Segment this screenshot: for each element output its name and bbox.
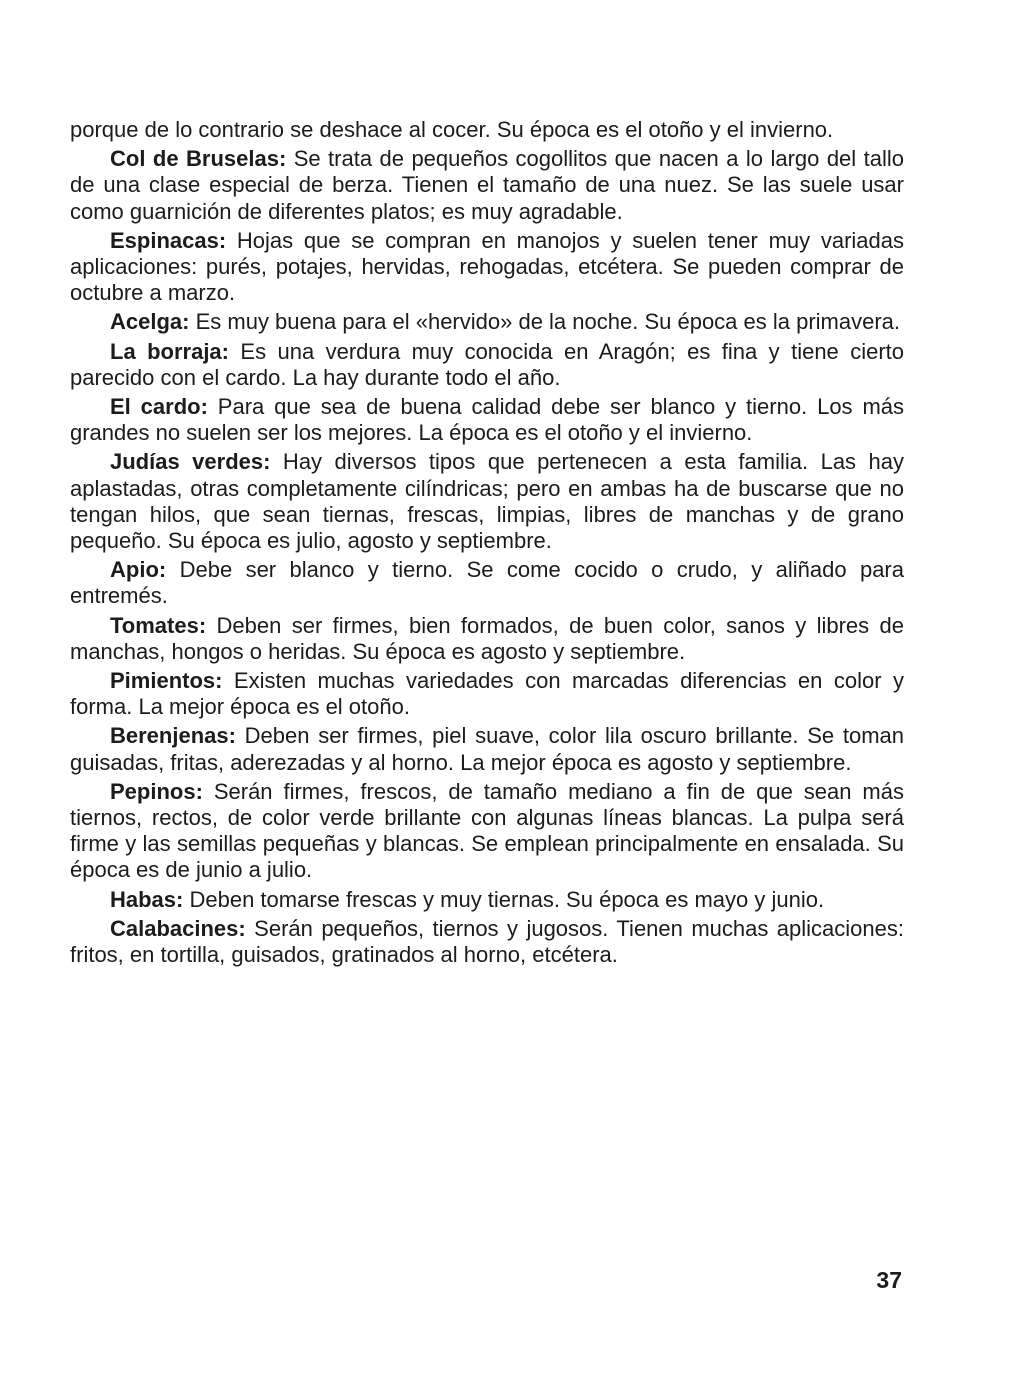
page-body [70,117,904,971]
entry-term: Calabacines: [110,915,246,941]
entry-text: Serán pequeños, tiernos y jugosos. Tienen muchas aplicaciones: fritos, en tortilla, guisados, gratinados al horno, etcétera. [70,915,904,968]
intro-paragraph: porque de lo contrario se deshace al cocer. Su época es el otoño y el invierno. [70,117,834,142]
entry-term: Habas: [110,886,184,912]
entry-text: Deben ser firmes, piel suave, color lila oscuro brillante. Se toman guisadas, fritas, aderezadas y al horno. La mejor época es agosto y septiembre. [70,723,904,775]
entry-text: Deben tomarse frescas y muy tiernas. Su época es mayo y junio. [183,886,825,912]
entry-term: Judías verdes: [110,449,271,475]
entry-term: Col de Bruselas: [110,146,287,172]
entry-term: La borraja: [110,338,229,364]
entry-term: Apio: [110,557,167,583]
entry-calabacines [70,916,904,968]
entry-tomates [70,613,904,665]
entry-acelga [70,309,904,335]
entry-text: Hay diversos tipos que pertenecen a esta familia. Las hay aplastadas, otras completamente cilíndricas; pero en ambas ha de buscarse que no tengan hilos, que sean tiernas, frescas, limpias, libres de manchas y de grano pequeño. Su época es julio, agosto y septiembre. [70,449,905,554]
entry-text: Serán firmes, frescos, de tamaño mediano a fin de que sean más tiernos, rectos, de color verde brillante con algunas líneas blancas. La pulpa será firme y las semillas pequeñas y blancas. Se emplean principalmente en ensalada. Su época es de junio a julio. [70,778,904,883]
entry-text: Hojas que se compran en manojos y suelen tener muy variadas aplicaciones: purés, potajes, hervidas, rehogadas, etcétera. Se pueden comprar de octubre a marzo. [70,227,904,306]
entry-borraja [70,339,904,391]
entry-term: Berenjenas: [110,723,236,749]
entry-term: Tomates: [110,612,207,638]
entry-text: Es una verdura muy conocida en Aragón; es fina y tiene cierto parecido con el cardo. La hay durante todo el año. [70,338,905,390]
entry-text: Es muy buena para el «hervido» de la noche. Su época es la primavera. [189,309,901,335]
entry-text: Para que sea de buena calidad debe ser blanco y tierno. Los más grandes no suelen ser los mejores. La época es el otoño y el invierno. [70,394,905,446]
entry-text: Se trata de pequeños cogollitos que nacen a lo largo del tallo de una clase especial de berza. Tienen el tamaño de una nuez. Se las suele usar como guarnición de diferentes platos; es muy agradable. [70,146,904,224]
entry-text: Deben ser firmes, bien formados, de buen color, sanos y libres de manchas, hongos o heridas. Su época es agosto y septiembre. [70,612,904,664]
entry-berenjenas [70,723,904,775]
entry-term: El cardo: [110,394,208,420]
entry-term: Acelga: [110,309,190,335]
entry-habas [70,887,904,913]
entry-term: Espinacas: [110,227,227,253]
entry-term: Pepinos: [110,778,203,804]
entry-pimientos [70,668,904,720]
entry-text: Existen muchas variedades con marcadas diferencias en color y forma. La mejor época es el otoño. [70,668,904,720]
entry-pepinos [70,779,904,884]
entry-apio [70,557,904,609]
entry-judias-verdes [70,449,904,554]
entry-text: Debe ser blanco y tierno. Se come cocido o crudo, y aliñado para entremés. [70,557,904,609]
page-number: 37 [876,1267,902,1293]
entry-cardo [70,394,904,446]
entry-term: Pimientos: [110,668,223,694]
entry-espinacas [70,228,904,307]
entry-col-de-bruselas [70,146,904,225]
